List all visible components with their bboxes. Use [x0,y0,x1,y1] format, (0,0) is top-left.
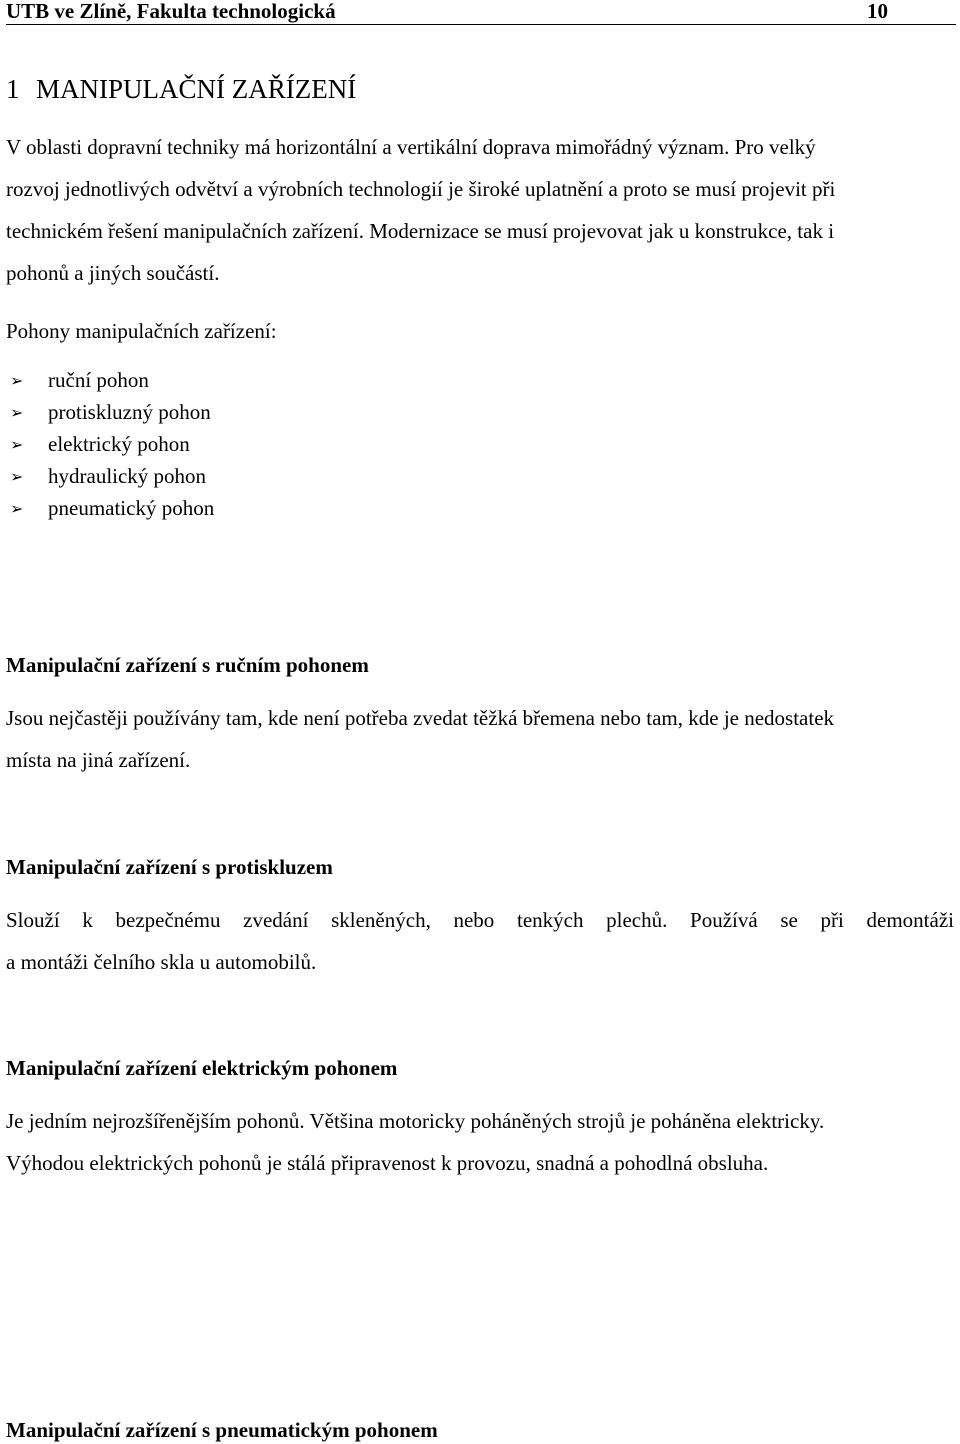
list-item-label: ruční pohon [48,368,149,392]
intro-line: V oblasti dopravní techniky má horizontální a vertikální doprava mimořádný význam. Pro velký [6,135,816,159]
section-heading: Manipulační zařízení elektrickým pohonem [6,1056,398,1080]
intro-paragraph [6,126,954,294]
intro-line: pohonů a jiných součástí. [6,261,220,285]
arrow-bullet-icon: ➢ [10,435,24,454]
drives-label-paragraph [6,310,954,352]
section-paragraph [6,1100,954,1184]
paragraph-line: Jsou nejčastěji používány tam, kde není potřeba zvedat těžká břemena nebo tam, kde je nedostatek [6,706,835,730]
list-item [10,364,214,396]
intro-line: technickém řešení manipulačních zařízení. Modernizace se musí projevovat jak u konstrukce, tak i [6,219,835,243]
page-number: 10 [867,0,888,23]
chapter-title [6,72,356,106]
list-item-label: elektrický pohon [48,432,190,456]
list-item [10,428,214,460]
arrow-bullet-icon: ➢ [10,499,24,518]
list-item-label: protiskluzný pohon [48,400,211,424]
paragraph-line: místa na jiná zařízení. [6,748,191,772]
chapter-title-text: MANIPULAČNÍ ZAŘÍZENÍ [36,74,357,104]
list-item [10,460,214,492]
drives-label: Pohony manipulačních zařízení: [6,319,277,343]
section-heading: Manipulační zařízení s protiskluzem [6,855,333,879]
list-item-label: hydraulický pohon [48,464,207,488]
header-institution: UTB ve Zlíně, Fakulta technologická [6,0,336,23]
arrow-bullet-icon: ➢ [10,467,24,486]
list-item [10,396,214,428]
list-item-label: pneumatický pohon [48,496,215,520]
paragraph-line: Je jedním nejrozšířenějším pohonů. Většina motoricky poháněných strojů je poháněna elektricky. [6,1109,825,1133]
list-item [10,492,214,524]
arrow-bullet-icon: ➢ [10,403,24,422]
section-heading: Manipulační zařízení s pneumatickým pohonem [6,1418,438,1442]
paragraph-line: Slouží k bezpečnému zvedání skleněných, nebo tenkých plechů. Používá se při demontáži [6,908,954,932]
paragraph-line: Výhodou elektrických pohonů je stálá připravenost k provozu, snadná a pohodlná obsluha. [6,1151,769,1175]
intro-line: rozvoj jednotlivých odvětví a výrobních technologií je široké uplatnění a proto se musí projevit při [6,177,836,201]
arrow-bullet-icon: ➢ [10,371,24,390]
section-heading: Manipulační zařízení s ručním pohonem [6,653,369,677]
chapter-number: 1 [6,74,20,104]
section-paragraph [6,697,954,781]
paragraph-line: a montáži čelního skla u automobilů. [6,950,317,974]
running-header [6,0,956,25]
drives-list [10,364,214,524]
section-paragraph [6,899,954,983]
